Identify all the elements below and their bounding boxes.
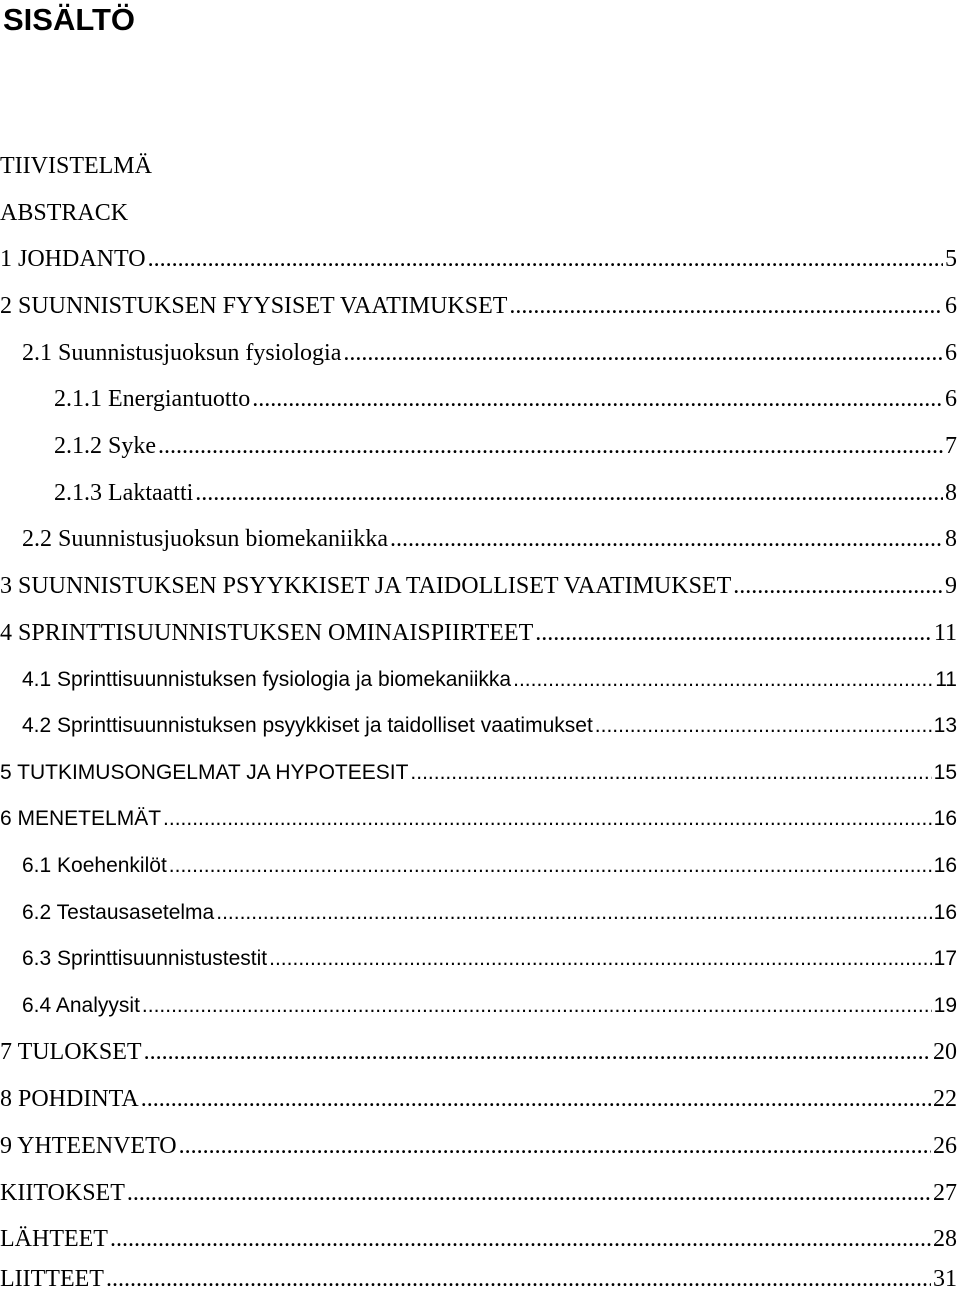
toc-entry[interactable] (0, 990, 957, 1022)
toc-leader-dots (158, 430, 943, 462)
toc-leader-dots (343, 337, 943, 369)
toc-entry-label: 2.2 Suunnistusjuoksun biomekaniikka (22, 526, 388, 552)
toc-entry[interactable] (0, 570, 957, 602)
toc-leader-dots (110, 1223, 931, 1255)
toc-entry-page: 31 (933, 1266, 957, 1292)
toc-leader-dots (733, 570, 943, 602)
toc-entry-label: 4.1 Sprinttisuunnistuksen fysiologia ja biomekaniikka (22, 668, 512, 691)
toc-entry-label: LÄHTEET (0, 1226, 108, 1252)
toc-leader-dots (127, 1177, 931, 1209)
toc-entry-label: 7 TULOKSET (0, 1039, 142, 1065)
toc-leader-dots (179, 1130, 931, 1162)
toc-entry[interactable] (0, 477, 957, 509)
toc-item-tiivistelma[interactable] (0, 150, 957, 182)
toc-leader-dots (390, 523, 943, 555)
toc-entry[interactable] (0, 1130, 957, 1162)
toc-item-abstrack[interactable] (0, 197, 957, 229)
toc-entry-label: 6.2 Testausasetelma (22, 901, 215, 924)
toc-leader-dots (595, 710, 932, 742)
toc-leader-dots (142, 990, 932, 1022)
toc-entry-page: 19 (933, 994, 957, 1017)
toc-entry-label: 5 TUTKIMUSONGELMAT JA HYPOTEESIT (0, 761, 409, 784)
toc-entry-label: 6 MENETELMÄT (0, 807, 162, 830)
toc-entry-page: 15 (933, 761, 957, 784)
toc-entry-page: 6 (945, 386, 957, 412)
toc-entry[interactable] (0, 617, 957, 649)
toc-entry[interactable] (0, 664, 957, 696)
toc-leader-dots (410, 757, 931, 789)
toc-entry-label: 4 SPRINTTISUUNNISTUKSEN OMINAISPIIRTEET (0, 620, 534, 646)
toc-entry[interactable] (0, 803, 957, 835)
toc-entry[interactable] (0, 710, 957, 742)
toc-entry-page: 8 (945, 526, 957, 552)
toc-leader-dots (535, 617, 932, 649)
toc-entry[interactable] (0, 243, 957, 275)
toc-entry-page: 16 (933, 901, 957, 924)
page-title: SISÄLTÖ (3, 2, 136, 37)
toc-entry-label: 2 SUUNNISTUKSEN FYYSISET VAATIMUKSET (0, 293, 508, 319)
toc-entry[interactable] (0, 1036, 957, 1068)
toc-leader-dots (106, 1263, 931, 1295)
toc-entry-page: 8 (945, 480, 957, 506)
toc-leader-dots (269, 943, 932, 975)
toc-leader-dots (148, 243, 943, 275)
toc-entry-label: 2.1.2 Syke (54, 433, 156, 459)
toc-entry-page: 11 (935, 668, 957, 691)
toc-entry-label: 6.1 Koehenkilöt (22, 854, 167, 877)
toc-entry-label: KIITOKSET (0, 1180, 125, 1206)
toc-entry-page: 13 (933, 714, 957, 737)
toc-entry-label: 6.3 Sprinttisuunnistustestit (22, 947, 268, 970)
toc-item-label: TIIVISTELMÄ (0, 153, 152, 179)
toc-leader-dots (513, 664, 933, 696)
toc-entry[interactable] (0, 897, 957, 929)
toc-entry[interactable] (0, 337, 957, 369)
toc-entry[interactable] (0, 757, 957, 789)
toc-entry-page: 16 (933, 807, 957, 830)
toc-entry-page: 26 (933, 1133, 957, 1159)
toc-entry-label: 2.1 Suunnistusjuoksun fysiologia (22, 340, 342, 366)
toc-leader-dots (252, 383, 943, 415)
toc-entry[interactable] (0, 1263, 957, 1295)
toc-entry-label: 3 SUUNNISTUKSEN PSYYKKISET JA TAIDOLLISET VAATIMUKSET (0, 573, 732, 599)
toc-entry-label: 8 POHDINTA (0, 1086, 139, 1112)
toc-entry-page: 16 (933, 854, 957, 877)
toc-entry-label: 1 JOHDANTO (0, 246, 146, 272)
toc-entry[interactable] (0, 1083, 957, 1115)
toc-entry[interactable] (0, 383, 957, 415)
toc-entry-label: LIITTEET (0, 1266, 104, 1292)
toc-item-label: ABSTRACK (0, 200, 129, 226)
toc-leader-dots (141, 1083, 931, 1115)
toc-leader-dots (169, 850, 932, 882)
toc-entry[interactable] (0, 1177, 957, 1209)
toc-entry-page: 20 (933, 1039, 957, 1065)
toc-entry[interactable] (0, 523, 957, 555)
toc-leader-dots (216, 897, 931, 929)
toc-entry-label: 4.2 Sprinttisuunnistuksen psyykkiset ja taidolliset vaatimukset (22, 714, 593, 737)
toc-leader-dots (163, 803, 932, 835)
toc-entry-page: 17 (933, 947, 957, 970)
toc-entry[interactable] (0, 430, 957, 462)
toc-entry-page: 5 (945, 246, 957, 272)
toc-entry-page: 7 (945, 433, 957, 459)
toc-entry-page: 11 (933, 620, 957, 646)
toc-entry-page: 6 (945, 293, 957, 319)
toc-entry-label: 2.1.3 Laktaatti (54, 480, 194, 506)
toc-entry-page: 27 (933, 1180, 957, 1206)
toc-entry[interactable] (0, 1223, 957, 1255)
toc-entry[interactable] (0, 290, 957, 322)
toc-entry[interactable] (0, 943, 957, 975)
toc-entry-page: 22 (933, 1086, 957, 1112)
toc-entry-page: 28 (933, 1226, 957, 1252)
toc-leader-dots (509, 290, 943, 322)
toc-entry-page: 6 (945, 340, 957, 366)
toc-entry-label: 2.1.1 Energiantuotto (54, 386, 251, 412)
toc-entry-label: 6.4 Analyysit (22, 994, 140, 1017)
toc-entry[interactable] (0, 850, 957, 882)
toc-leader-dots (195, 477, 943, 509)
toc-leader-dots (144, 1036, 931, 1068)
toc-entry-page: 9 (945, 573, 957, 599)
toc-entry-label: 9 YHTEENVETO (0, 1133, 177, 1159)
